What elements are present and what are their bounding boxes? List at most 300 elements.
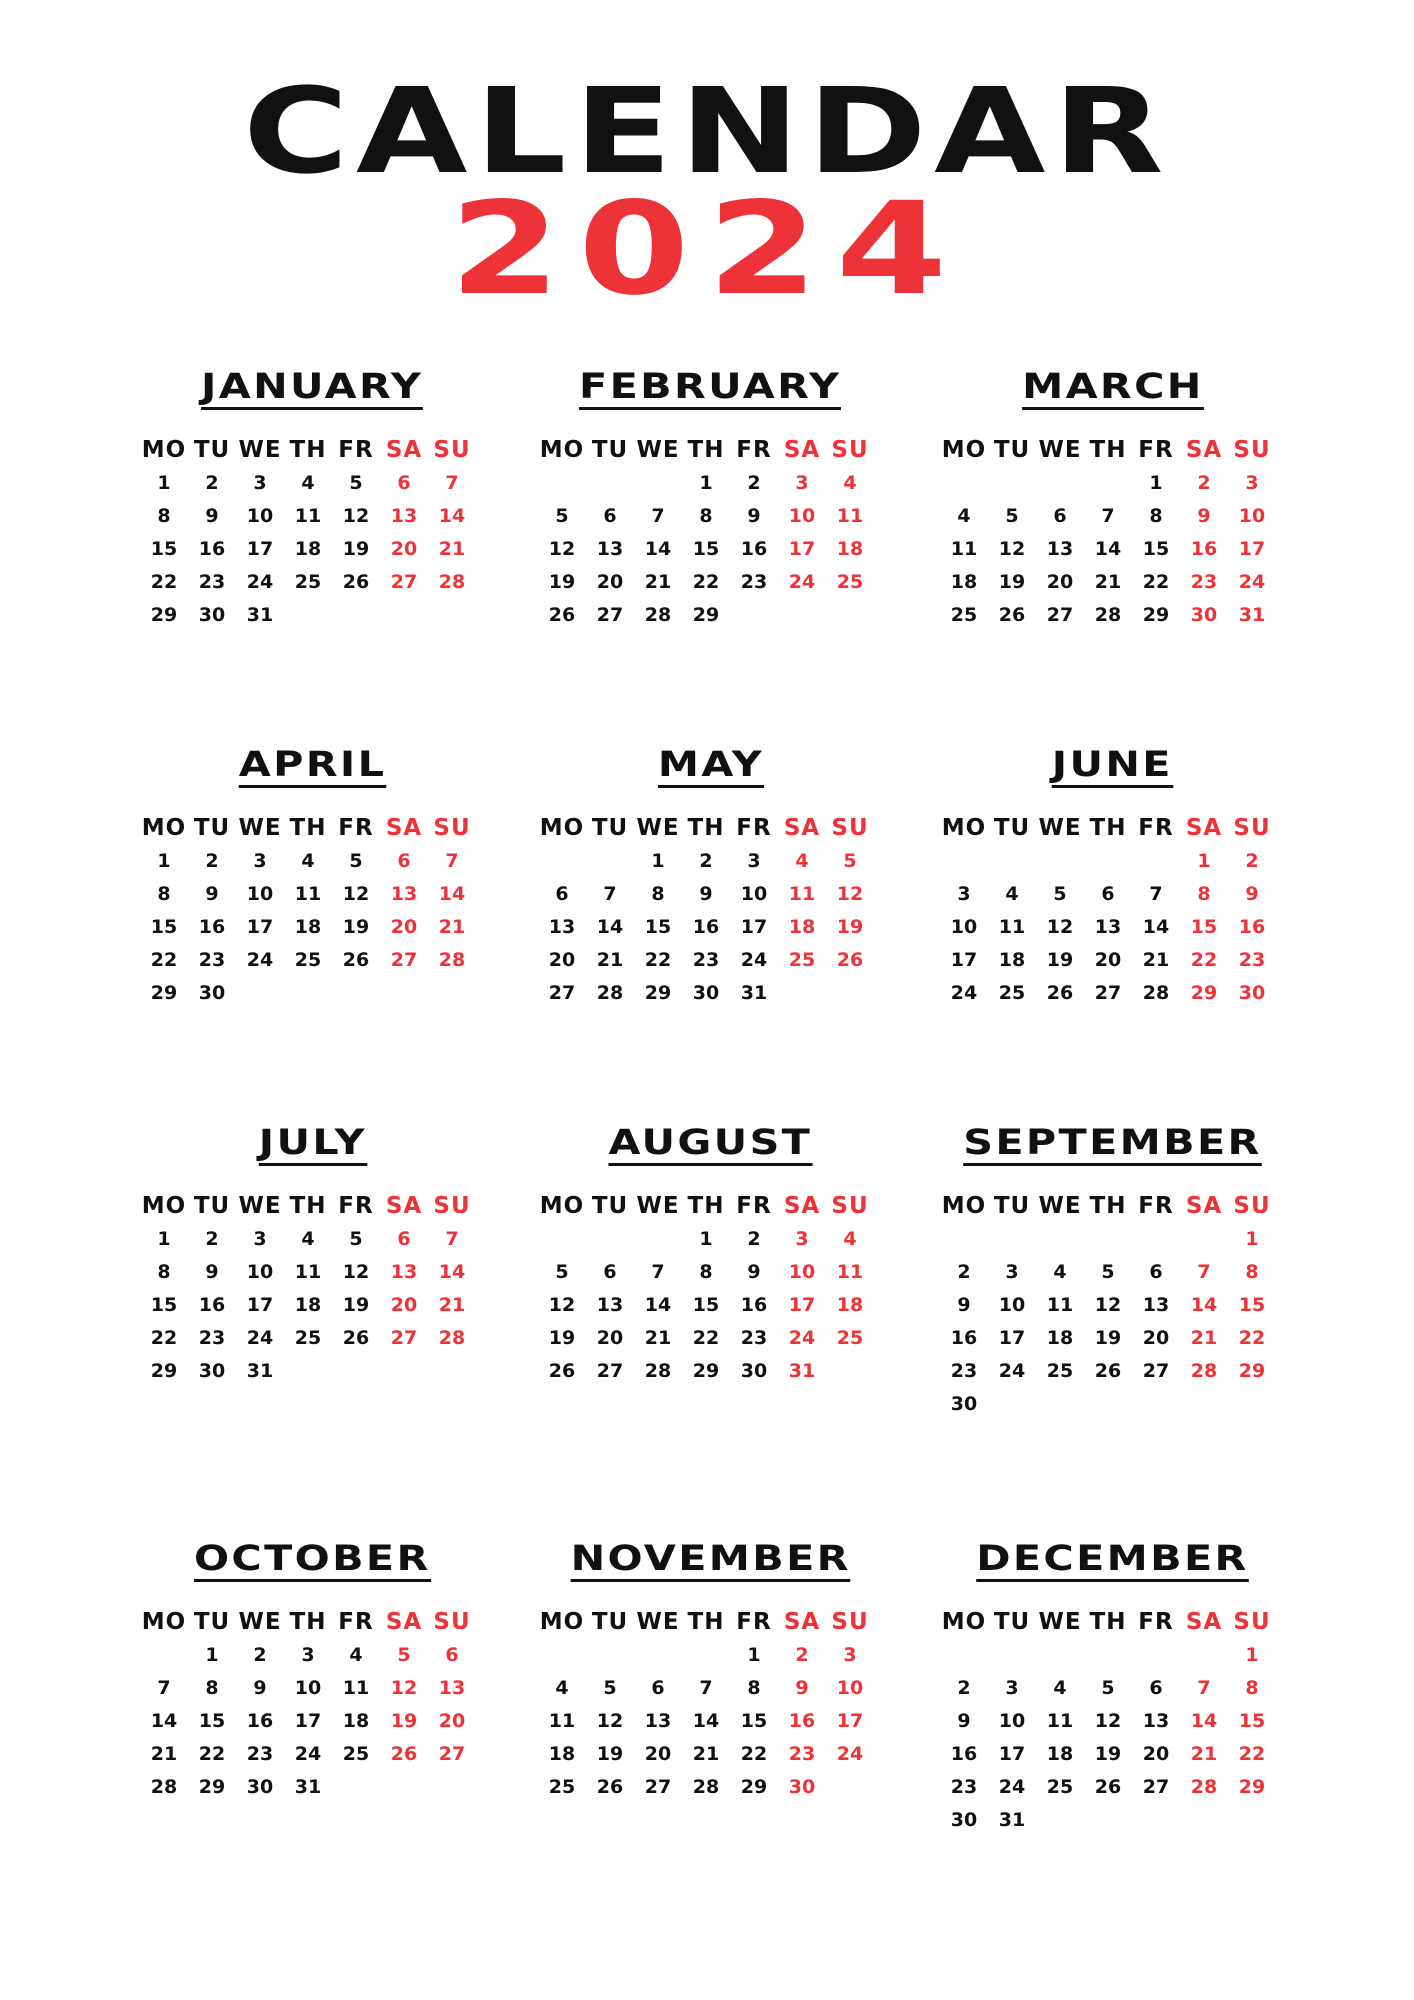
- day-cell: 12: [1046, 916, 1074, 938]
- weekday-header: TU: [993, 1193, 1031, 1219]
- day-cell: 11: [836, 1261, 864, 1283]
- day-cell: 28: [596, 982, 624, 1004]
- weekday-header: SA: [385, 437, 423, 463]
- day-cell: 23: [692, 949, 720, 971]
- day-cell: 19: [342, 538, 370, 560]
- day-cell: 7: [1197, 1677, 1211, 1699]
- day-cell: 17: [998, 1743, 1026, 1765]
- day-cell: 4: [1005, 883, 1019, 905]
- day-cell: 3: [1005, 1677, 1019, 1699]
- day-cell: 16: [788, 1710, 816, 1732]
- day-cell: 6: [651, 1677, 665, 1699]
- day-cell: 17: [294, 1710, 322, 1732]
- day-cell: 10: [836, 1677, 864, 1699]
- day-cell: 8: [651, 883, 665, 905]
- day-cell: 20: [1094, 949, 1122, 971]
- day-cell: 13: [390, 505, 418, 527]
- weekday-header: TU: [993, 1609, 1031, 1635]
- day-cell: 11: [342, 1677, 370, 1699]
- day-cell: 28: [438, 949, 466, 971]
- day-cell: 17: [740, 916, 768, 938]
- empty-cell: [1180, 1639, 1228, 1672]
- day-cell: 27: [596, 1360, 624, 1382]
- day-cell: 3: [1005, 1261, 1019, 1283]
- day-cell: 28: [438, 571, 466, 593]
- weekday-header: WE: [1038, 1193, 1082, 1219]
- empty-cell: [538, 845, 586, 878]
- day-cell: 5: [843, 850, 857, 872]
- day-cell: 30: [692, 982, 720, 1004]
- day-cell: 3: [301, 1644, 315, 1666]
- day-cell: 4: [301, 1228, 315, 1250]
- day-cell: 15: [692, 1294, 720, 1316]
- day-cell: 9: [1197, 505, 1211, 527]
- weekday-header: FR: [736, 1609, 772, 1635]
- day-cell: 12: [342, 505, 370, 527]
- day-cell: 30: [788, 1776, 816, 1798]
- day-cell: 22: [150, 949, 178, 971]
- day-cell: 13: [596, 538, 624, 560]
- day-cell: 25: [836, 1327, 864, 1349]
- weekday-header: FR: [1138, 815, 1174, 841]
- empty-cell: [1036, 1639, 1084, 1672]
- day-cell: 15: [692, 538, 720, 560]
- day-cell: 29: [1238, 1360, 1266, 1382]
- day-cell: 28: [150, 1776, 178, 1798]
- empty-cell: [940, 467, 988, 500]
- day-cell: 17: [788, 538, 816, 560]
- day-cell: 26: [998, 604, 1026, 626]
- day-cell: 7: [1101, 505, 1115, 527]
- day-cell: 29: [150, 604, 178, 626]
- day-cell: 25: [1046, 1360, 1074, 1382]
- weekday-header: TU: [993, 815, 1031, 841]
- day-cell: 18: [548, 1743, 576, 1765]
- day-cell: 15: [1190, 916, 1218, 938]
- day-cell: 28: [692, 1776, 720, 1798]
- weekday-header: MO: [539, 437, 585, 463]
- day-grid: [538, 1606, 883, 1804]
- day-cell: 8: [1197, 883, 1211, 905]
- day-cell: 2: [795, 1644, 809, 1666]
- day-cell: 25: [294, 1327, 322, 1349]
- day-cell: 26: [836, 949, 864, 971]
- empty-cell: [1132, 1223, 1180, 1256]
- weekday-header: TU: [193, 1609, 231, 1635]
- day-cell: 16: [198, 916, 226, 938]
- day-grid: [940, 812, 1285, 1010]
- weekday-header: WE: [238, 437, 282, 463]
- day-cell: 1: [1197, 850, 1211, 872]
- day-cell: 27: [1094, 982, 1122, 1004]
- day-cell: 3: [843, 1644, 857, 1666]
- day-cell: 18: [836, 1294, 864, 1316]
- day-cell: 1: [157, 1228, 171, 1250]
- day-cell: 31: [788, 1360, 816, 1382]
- month-april: [140, 745, 485, 1010]
- day-cell: 10: [246, 1261, 274, 1283]
- day-cell: 18: [1046, 1327, 1074, 1349]
- weekday-header: WE: [1038, 437, 1082, 463]
- day-cell: 19: [998, 571, 1026, 593]
- day-cell: 22: [1190, 949, 1218, 971]
- day-cell: 11: [998, 916, 1026, 938]
- day-cell: 15: [198, 1710, 226, 1732]
- day-cell: 22: [1238, 1327, 1266, 1349]
- weekday-header: SU: [1233, 1609, 1271, 1635]
- day-cell: 5: [1101, 1261, 1115, 1283]
- empty-cell: [1036, 1223, 1084, 1256]
- empty-cell: [1132, 845, 1180, 878]
- day-cell: 26: [548, 604, 576, 626]
- day-grid: [538, 812, 883, 1010]
- day-cell: 15: [150, 538, 178, 560]
- day-cell: 24: [998, 1776, 1026, 1798]
- day-cell: 22: [150, 571, 178, 593]
- day-cell: 16: [198, 1294, 226, 1316]
- day-cell: 8: [1149, 505, 1163, 527]
- weekday-header: FR: [338, 815, 374, 841]
- day-cell: 14: [1142, 916, 1170, 938]
- day-cell: 1: [1149, 472, 1163, 494]
- weekday-header: TU: [193, 437, 231, 463]
- weekday-header: MO: [141, 815, 187, 841]
- day-cell: 7: [1149, 883, 1163, 905]
- day-cell: 9: [957, 1710, 971, 1732]
- day-cell: 8: [699, 1261, 713, 1283]
- day-cell: 7: [651, 505, 665, 527]
- day-cell: 23: [740, 1327, 768, 1349]
- day-cell: 4: [1053, 1261, 1067, 1283]
- day-cell: 14: [692, 1710, 720, 1732]
- empty-cell: [586, 845, 634, 878]
- month-october: [140, 1539, 485, 1804]
- day-cell: 26: [390, 1743, 418, 1765]
- weekday-header: SU: [831, 437, 869, 463]
- empty-cell: [1084, 1639, 1132, 1672]
- weekday-header: SA: [783, 1193, 821, 1219]
- day-cell: 9: [795, 1677, 809, 1699]
- day-cell: 14: [438, 883, 466, 905]
- day-cell: 16: [198, 538, 226, 560]
- day-cell: 29: [150, 982, 178, 1004]
- empty-cell: [988, 1639, 1036, 1672]
- empty-cell: [988, 1223, 1036, 1256]
- day-cell: 27: [390, 571, 418, 593]
- weekday-header: SA: [783, 437, 821, 463]
- day-cell: 1: [1245, 1644, 1259, 1666]
- day-cell: 12: [342, 1261, 370, 1283]
- day-cell: 2: [747, 1228, 761, 1250]
- month-september: [940, 1123, 1285, 1421]
- day-cell: 9: [747, 1261, 761, 1283]
- day-cell: 4: [301, 472, 315, 494]
- day-cell: 25: [950, 604, 978, 626]
- day-cell: 13: [390, 1261, 418, 1283]
- day-cell: 13: [390, 883, 418, 905]
- day-cell: 18: [950, 571, 978, 593]
- weekday-header: TH: [289, 815, 327, 841]
- day-cell: 13: [596, 1294, 624, 1316]
- day-cell: 31: [246, 604, 274, 626]
- day-cell: 31: [740, 982, 768, 1004]
- day-cell: 5: [349, 850, 363, 872]
- day-cell: 10: [788, 1261, 816, 1283]
- weekday-header: TU: [193, 815, 231, 841]
- day-cell: 24: [294, 1743, 322, 1765]
- month-name-label: OCTOBER: [194, 1542, 431, 1582]
- empty-cell: [988, 467, 1036, 500]
- empty-cell: [1036, 845, 1084, 878]
- day-cell: 1: [1245, 1228, 1259, 1250]
- day-cell: 3: [795, 1228, 809, 1250]
- day-cell: 11: [294, 883, 322, 905]
- day-cell: 12: [998, 538, 1026, 560]
- day-cell: 27: [1142, 1360, 1170, 1382]
- day-cell: 26: [342, 949, 370, 971]
- day-cell: 18: [294, 538, 322, 560]
- day-cell: 24: [246, 1327, 274, 1349]
- weekday-header: MO: [539, 1609, 585, 1635]
- weekday-header: SA: [1185, 1609, 1223, 1635]
- weekday-header: TH: [687, 1193, 725, 1219]
- day-cell: 16: [740, 1294, 768, 1316]
- day-cell: 26: [342, 571, 370, 593]
- day-cell: 3: [253, 850, 267, 872]
- day-cell: 23: [198, 1327, 226, 1349]
- weekday-header: FR: [736, 1193, 772, 1219]
- day-cell: 21: [692, 1743, 720, 1765]
- day-cell: 5: [555, 505, 569, 527]
- empty-cell: [634, 1639, 682, 1672]
- month-january: [140, 367, 485, 632]
- day-cell: 1: [747, 1644, 761, 1666]
- day-cell: 20: [438, 1710, 466, 1732]
- day-cell: 31: [246, 1360, 274, 1382]
- weekday-header: TU: [591, 437, 629, 463]
- day-cell: 16: [692, 916, 720, 938]
- day-cell: 6: [445, 1644, 459, 1666]
- day-cell: 15: [1238, 1294, 1266, 1316]
- day-cell: 13: [1142, 1710, 1170, 1732]
- day-cell: 6: [397, 472, 411, 494]
- day-cell: 19: [548, 571, 576, 593]
- day-cell: 15: [150, 916, 178, 938]
- day-cell: 12: [548, 1294, 576, 1316]
- day-cell: 2: [205, 472, 219, 494]
- day-cell: 20: [1046, 571, 1074, 593]
- day-cell: 28: [438, 1327, 466, 1349]
- day-cell: 12: [390, 1677, 418, 1699]
- weekday-header: SU: [433, 437, 471, 463]
- day-cell: 11: [548, 1710, 576, 1732]
- day-cell: 13: [1094, 916, 1122, 938]
- day-cell: 22: [198, 1743, 226, 1765]
- day-cell: 12: [548, 538, 576, 560]
- day-cell: 21: [438, 1294, 466, 1316]
- weekday-header: MO: [141, 437, 187, 463]
- day-cell: 25: [1046, 1776, 1074, 1798]
- day-cell: 23: [1238, 949, 1266, 971]
- day-cell: 17: [246, 1294, 274, 1316]
- day-cell: 19: [342, 916, 370, 938]
- day-cell: 19: [596, 1743, 624, 1765]
- day-cell: 28: [1190, 1360, 1218, 1382]
- day-cell: 10: [246, 505, 274, 527]
- month-february: [538, 367, 883, 632]
- empty-cell: [1084, 467, 1132, 500]
- empty-cell: [940, 1639, 988, 1672]
- weekday-header: TH: [289, 1609, 327, 1635]
- day-cell: 17: [246, 916, 274, 938]
- empty-cell: [940, 1223, 988, 1256]
- month-name-label: FEBRUARY: [579, 370, 841, 410]
- day-cell: 29: [1190, 982, 1218, 1004]
- weekday-header: SA: [385, 1609, 423, 1635]
- day-cell: 24: [788, 1327, 816, 1349]
- day-cell: 1: [157, 850, 171, 872]
- weekday-header: FR: [1138, 1193, 1174, 1219]
- empty-cell: [988, 845, 1036, 878]
- day-cell: 22: [692, 1327, 720, 1349]
- day-cell: 30: [950, 1393, 978, 1415]
- day-cell: 11: [788, 883, 816, 905]
- day-cell: 6: [603, 1261, 617, 1283]
- day-cell: 27: [390, 949, 418, 971]
- month-name-label: JULY: [258, 1126, 366, 1166]
- weekday-header: WE: [636, 437, 680, 463]
- weekday-header: SU: [831, 1193, 869, 1219]
- day-cell: 7: [699, 1677, 713, 1699]
- day-cell: 12: [1094, 1294, 1122, 1316]
- day-cell: 29: [1142, 604, 1170, 626]
- month-name: [940, 1539, 1285, 1586]
- day-cell: 16: [246, 1710, 274, 1732]
- day-cell: 29: [198, 1776, 226, 1798]
- month-august: [538, 1123, 883, 1388]
- day-cell: 20: [596, 1327, 624, 1349]
- day-cell: 22: [1238, 1743, 1266, 1765]
- day-cell: 29: [692, 1360, 720, 1382]
- weekday-header: SA: [1185, 437, 1223, 463]
- day-cell: 21: [438, 538, 466, 560]
- day-cell: 4: [301, 850, 315, 872]
- day-cell: 29: [644, 982, 672, 1004]
- day-cell: 17: [246, 538, 274, 560]
- day-cell: 2: [1197, 472, 1211, 494]
- day-cell: 9: [253, 1677, 267, 1699]
- day-cell: 28: [1142, 982, 1170, 1004]
- day-cell: 8: [157, 1261, 171, 1283]
- day-cell: 1: [699, 1228, 713, 1250]
- day-cell: 28: [1190, 1776, 1218, 1798]
- day-cell: 8: [747, 1677, 761, 1699]
- day-cell: 19: [1046, 949, 1074, 971]
- month-name-label: MAY: [657, 748, 763, 788]
- day-cell: 22: [150, 1327, 178, 1349]
- day-cell: 5: [603, 1677, 617, 1699]
- empty-cell: [1036, 467, 1084, 500]
- day-cell: 2: [253, 1644, 267, 1666]
- empty-cell: [940, 845, 988, 878]
- day-cell: 21: [1190, 1743, 1218, 1765]
- day-cell: 19: [342, 1294, 370, 1316]
- day-cell: 23: [246, 1743, 274, 1765]
- day-cell: 26: [1094, 1360, 1122, 1382]
- day-cell: 18: [294, 916, 322, 938]
- weekday-header: SA: [1185, 815, 1223, 841]
- day-cell: 12: [1094, 1710, 1122, 1732]
- day-cell: 7: [1197, 1261, 1211, 1283]
- day-cell: 27: [1046, 604, 1074, 626]
- empty-cell: [634, 467, 682, 500]
- weekday-header: WE: [1038, 815, 1082, 841]
- day-cell: 17: [998, 1327, 1026, 1349]
- day-cell: 5: [349, 472, 363, 494]
- day-cell: 24: [246, 571, 274, 593]
- day-cell: 18: [1046, 1743, 1074, 1765]
- day-cell: 17: [836, 1710, 864, 1732]
- day-cell: 24: [788, 571, 816, 593]
- day-cell: 7: [445, 1228, 459, 1250]
- day-cell: 25: [836, 571, 864, 593]
- day-cell: 9: [205, 1261, 219, 1283]
- day-cell: 11: [836, 505, 864, 527]
- day-cell: 13: [1142, 1294, 1170, 1316]
- weekday-header: SU: [433, 815, 471, 841]
- weekday-header: SU: [1233, 815, 1271, 841]
- month-name-label: NOVEMBER: [570, 1542, 850, 1582]
- day-cell: 20: [596, 571, 624, 593]
- month-name: [538, 1539, 883, 1586]
- month-name: [940, 745, 1285, 792]
- day-cell: 8: [157, 883, 171, 905]
- day-cell: 6: [1149, 1677, 1163, 1699]
- day-cell: 30: [246, 1776, 274, 1798]
- empty-cell: [586, 467, 634, 500]
- day-cell: 4: [1053, 1677, 1067, 1699]
- weekday-header: MO: [539, 815, 585, 841]
- day-cell: 15: [644, 916, 672, 938]
- weekday-header: FR: [338, 437, 374, 463]
- day-cell: 22: [692, 571, 720, 593]
- weekday-header: TH: [1089, 1193, 1127, 1219]
- day-cell: 4: [843, 1228, 857, 1250]
- day-cell: 28: [644, 604, 672, 626]
- empty-cell: [1180, 1223, 1228, 1256]
- day-cell: 6: [1149, 1261, 1163, 1283]
- month-name-label: AUGUST: [609, 1126, 813, 1166]
- day-cell: 30: [1238, 982, 1266, 1004]
- day-cell: 5: [1005, 505, 1019, 527]
- day-cell: 17: [1238, 538, 1266, 560]
- day-cell: 2: [699, 850, 713, 872]
- weekday-header: FR: [338, 1609, 374, 1635]
- day-cell: 7: [651, 1261, 665, 1283]
- day-cell: 14: [150, 1710, 178, 1732]
- day-cell: 26: [1046, 982, 1074, 1004]
- day-cell: 12: [596, 1710, 624, 1732]
- weekday-header: SU: [433, 1193, 471, 1219]
- weekday-header: WE: [636, 1609, 680, 1635]
- day-cell: 8: [1245, 1261, 1259, 1283]
- day-cell: 21: [596, 949, 624, 971]
- weekday-header: TU: [591, 1609, 629, 1635]
- day-cell: 23: [950, 1776, 978, 1798]
- weekday-header: FR: [736, 815, 772, 841]
- day-cell: 10: [950, 916, 978, 938]
- weekday-header: SA: [1185, 1193, 1223, 1219]
